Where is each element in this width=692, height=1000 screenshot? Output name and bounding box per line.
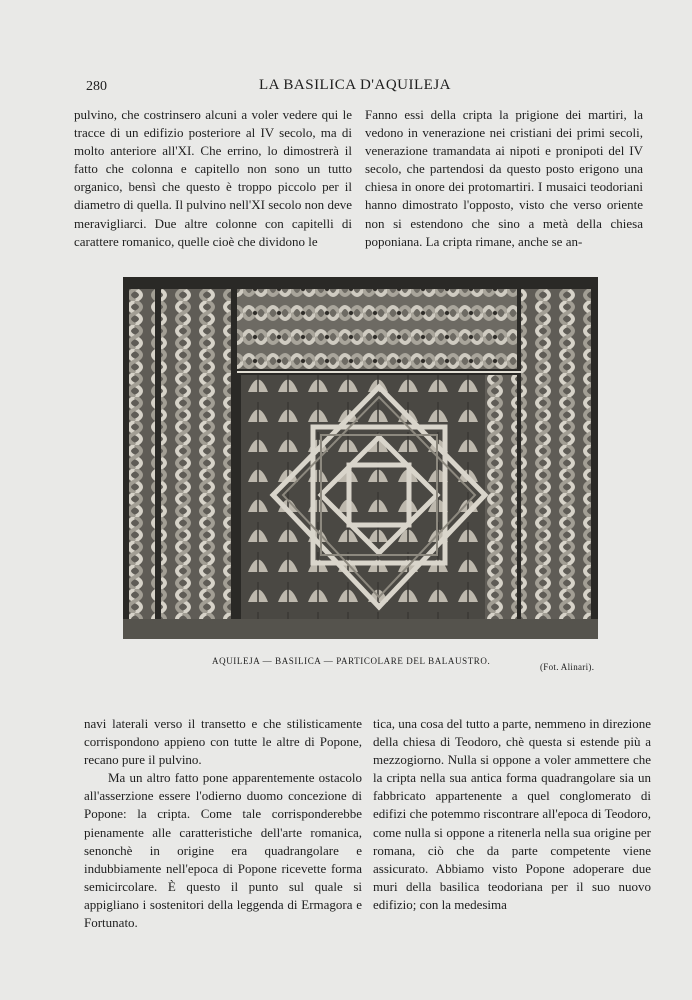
text-column-top-left [74,106,352,251]
paragraph: Ma un altro fatto pone apparentemente ostacolo all'asserzione essere l'odierno duomo concezione di Popone: la cripta. Come tale corrisponderebbe pienamente alle caratteristiche dell'arte romanica, senonchè in origine era quadrangolare e indubbiamente nell'epoca di Popone ricevette forma semicircolare. È questo il punto sul quale si appigliano i sostenitori della leggenda di Ermagora e Fortunato. [84,770,362,931]
paragraph: navi laterali verso il transetto e che stilisticamente corrispondono appieno con tutte le altre di Popone, recano pure il pulvino. [84,716,362,768]
paragraph: Fanno essi della cripta la prigione dei martiri, la vedono in venerazione nei cristiani dei primi secoli, venerazione tramandata ai nipoti e pronipoti del IV secolo, che partendosi da questo posto erigono una chiesa in onore dei protomartiri. I musaici teodoriani hanno dimostrato l'opposto, visto che verso oriente non si estendono che sino a metà della chiesa poponiana. La cripta rimane, anche se an- [365,107,643,249]
text-column-bottom-left [84,715,362,932]
text-column-top-right [365,106,643,251]
paragraph: pulvino, che costrinsero alcuni a voler vedere qui le tracce di un edifizio posteriore al IV secolo, ma di molto anteriore all'XI. Che errino, lo dimostrerà il fatto che colonna e capitello non sono un tutto organico, bensì che questo è troppo piccolo per il diametro di quella. Il pulvino nell'XI secolo non deve meravigliarci. Due altre colonne con capitelli di carattere romanico, quelle cioè che dividono le [74,107,352,249]
photo-credit: (Fot. Alinari). [540,662,595,672]
running-head: LA BASILICA D'AQUILEJA [258,77,452,93]
text-column-bottom-right [373,715,651,914]
photo-carved-balustrade [123,277,598,639]
figure-caption: AQUILEJA — BASILICA — PARTICOLARE DEL BALAUSTRO. [212,656,491,666]
paragraph: tica, una cosa del tutto a parte, nemmeno in direzione della chiesa di Teodoro, chè questa si estende più a mezzogiorno. Nulla si oppone a voler ammettere che la cripta nella sua antica forma quadrangolare sia un fabbricato appartenente a quel conglomerato di edifizi che potemmo riscontrare all'epoca di Teodoro, come nulla si oppone a ritenerla nella sua origine per romana, ciò che da parte competente viene assicurato. Abbiamo visto Popone adoperare due muri della basilica teodoriana per il suo nuovo edifizio; con la medesima [373,716,651,912]
page-number: 280 [86,79,107,94]
